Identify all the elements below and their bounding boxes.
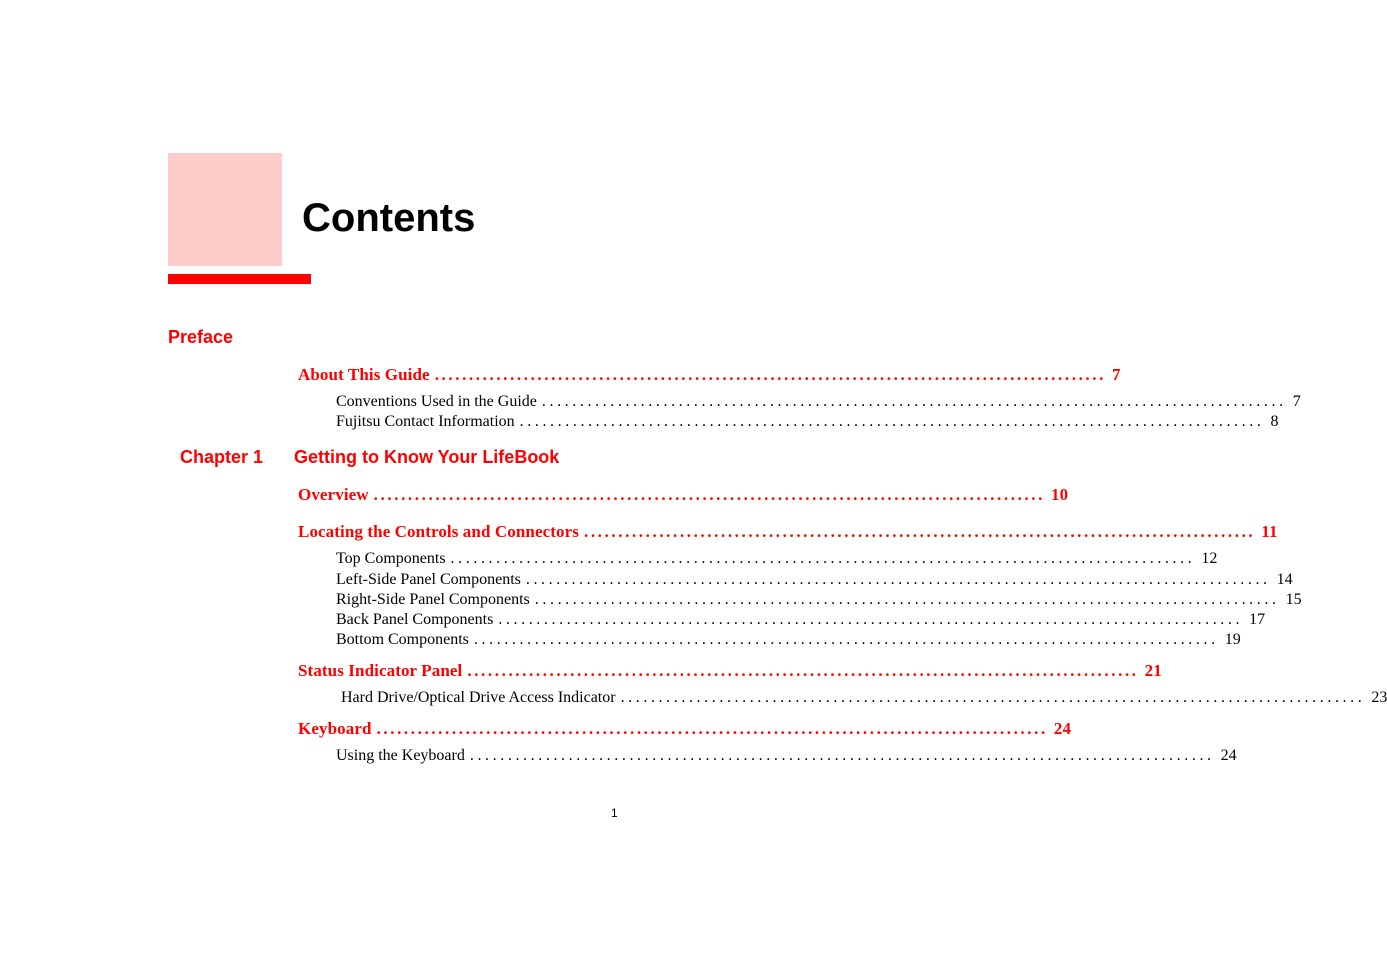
toc-entry-label: Left-Side Panel Components: [336, 571, 521, 588]
toc-entry-locating-controls[interactable]: [298, 521, 1278, 543]
page-title: Contents: [302, 196, 476, 240]
toc-entry-left-side-panel[interactable]: [336, 570, 1293, 590]
toc-entry-label: Using the Keyboard: [336, 747, 465, 764]
toc-entry-page: 24: [1220, 747, 1237, 764]
toc-entry-label: Locating the Controls and Connectors: [298, 522, 579, 541]
toc-leader-dots: ..................................................................................................: [620, 689, 1366, 706]
toc-entry-keyboard[interactable]: [298, 718, 1072, 740]
toc-entry-label: Overview: [298, 485, 369, 504]
toc-entry-label: Right-Side Panel Components: [336, 591, 530, 608]
toc-entry-status-indicator-panel[interactable]: [298, 660, 1162, 682]
toc-leader-dots: ..................................................................................................: [583, 522, 1256, 541]
toc-leader-dots: ..................................................................................................: [541, 393, 1287, 410]
toc-entry-page: 15: [1285, 591, 1302, 608]
toc-leader-dots: ..................................................................................................: [373, 485, 1045, 504]
toc-leader-dots: ..................................................................................................: [469, 747, 1215, 764]
toc-leader-dots: ..................................................................................................: [467, 661, 1139, 680]
preface-heading: Preface: [168, 327, 234, 347]
toc-leader-dots: ..................................................................................................: [519, 413, 1265, 430]
chapter-tab-decoration: [168, 153, 282, 266]
toc-leader-dots: ..................................................................................................: [525, 571, 1271, 588]
toc-entry-conventions[interactable]: [336, 392, 1301, 412]
toc-entry-label: Back Panel Components: [336, 611, 494, 628]
toc-entry-page: 10: [1050, 485, 1069, 504]
toc-leader-dots: ..................................................................................................: [434, 365, 1106, 384]
toc-entry-page: 17: [1249, 611, 1266, 628]
toc-entry-page: 21: [1144, 661, 1162, 680]
toc-entry-using-keyboard[interactable]: [336, 746, 1237, 766]
page-number: 1: [611, 806, 618, 820]
toc-entry-page: 11: [1261, 522, 1278, 541]
toc-entry-page: 24: [1053, 719, 1072, 738]
toc-entry-page: 7: [1292, 393, 1301, 410]
toc-entry-label: Bottom Components: [336, 631, 469, 648]
toc-leader-dots: ..................................................................................................: [450, 550, 1196, 567]
toc-entry-label: Keyboard: [298, 719, 372, 738]
toc-leader-dots: ..................................................................................................: [376, 719, 1048, 738]
toc-entry-page: 7: [1112, 365, 1121, 384]
toc-entry-page: 8: [1270, 413, 1279, 430]
toc-leader-dots: ..................................................................................................: [498, 611, 1244, 628]
toc-entry-fujitsu-contact[interactable]: [336, 412, 1279, 432]
toc-entry-label: Fujitsu Contact Information: [336, 413, 515, 430]
toc-entry-label: About This Guide: [298, 365, 430, 384]
toc-entry-back-panel[interactable]: [336, 610, 1266, 630]
chapter-title: Getting to Know Your LifeBook: [294, 447, 560, 467]
toc-entry-page: 23: [1371, 689, 1387, 706]
toc-entry-page: 12: [1201, 550, 1218, 567]
toc-entry-about-this-guide[interactable]: [298, 364, 1121, 386]
toc-entry-label: Status Indicator Panel: [298, 661, 463, 680]
toc-entry-right-side-panel[interactable]: [336, 590, 1302, 610]
toc-entry-label: Top Components: [336, 550, 446, 567]
toc-entry-page: 19: [1224, 631, 1241, 648]
toc-entry-drive-access-indicator[interactable]: [341, 688, 1387, 708]
toc-entry-bottom-components[interactable]: [336, 630, 1241, 650]
toc-leader-dots: ..................................................................................................: [534, 591, 1280, 608]
title-underline-bar: [168, 274, 311, 284]
toc-entry-top-components[interactable]: [336, 549, 1218, 569]
toc-entry-label: Conventions Used in the Guide: [336, 393, 537, 410]
toc-entry-page: 14: [1276, 571, 1293, 588]
toc-leader-dots: ..................................................................................................: [473, 631, 1219, 648]
toc-entry-label: Hard Drive/Optical Drive Access Indicator: [341, 689, 616, 706]
chapter-number: Chapter 1: [180, 447, 264, 467]
toc-entry-overview[interactable]: [298, 484, 1069, 506]
